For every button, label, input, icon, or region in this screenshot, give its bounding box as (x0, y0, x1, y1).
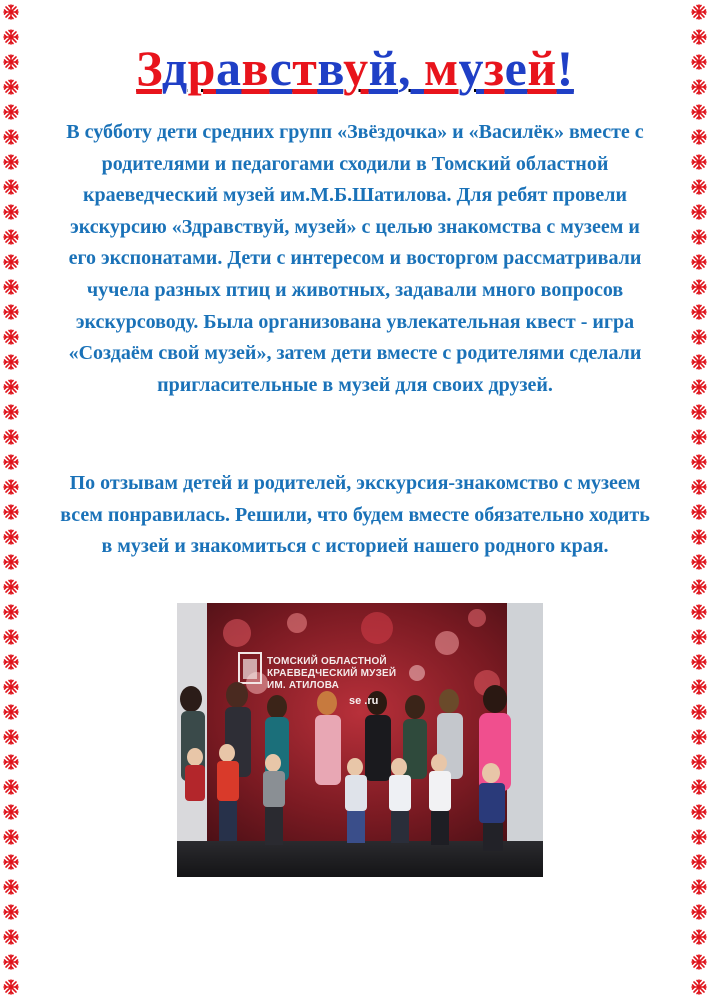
group-photo (177, 603, 543, 877)
snowflake-ornament-icon (3, 654, 19, 670)
snowflake-ornament-icon (691, 104, 707, 120)
snowflake-ornament-icon (3, 679, 19, 695)
snowflake-ornament-icon (3, 79, 19, 95)
snowflake-ornament-icon (3, 854, 19, 870)
snowflake-ornament-icon (691, 679, 707, 695)
snowflake-ornament-icon (3, 104, 19, 120)
snowflake-ornament-icon (691, 454, 707, 470)
snowflake-ornament-icon (3, 254, 19, 270)
snowflake-ornament-icon (691, 4, 707, 20)
snowflake-ornament-icon (691, 254, 707, 270)
title-letter: в (317, 40, 344, 96)
snowflake-ornament-icon (691, 179, 707, 195)
snowflake-ornament-icon (691, 504, 707, 520)
title-letter: м (423, 40, 459, 96)
museum-sign-line-3: ИМ. АТИЛОВА (267, 680, 340, 691)
snowflake-ornament-icon (3, 429, 19, 445)
snowflake-ornament-icon (3, 754, 19, 770)
title-letter: у (458, 40, 485, 96)
snowflake-ornament-icon (3, 4, 19, 20)
snowflake-ornament-icon (691, 54, 707, 70)
snowflake-ornament-icon (3, 504, 19, 520)
title-letter: , (397, 40, 424, 96)
snowflake-ornament-icon (3, 179, 19, 195)
snowflake-ornament-icon (3, 129, 19, 145)
snowflake-ornament-icon (691, 954, 707, 970)
snowflake-ornament-icon (691, 804, 707, 820)
title-letter: с (269, 40, 293, 96)
snowflake-ornament-icon (3, 229, 19, 245)
body-paragraph-1: В субботу дети средних групп «Звёздочка» и «Василёк» вместе с родителями и педагогами сходили в Томский областной краеведческий музей им.М.Б.Шатилова. Для ребят провели экскурсию «Здравствуй, музей» с целью знакомства с музеем и его экспонатами. Дети с интересом и восторгом рассматривали чучела разных птиц и животных, задавали много вопросов экскурсоводу. Была организована увлекательная квест - игра «Создаём свой музей», затем дети вместе с родителями сделали пригласительные в музей для своих друзей. (66, 121, 644, 396)
snowflake-ornament-icon (3, 354, 19, 370)
snowflake-ornament-icon (3, 704, 19, 720)
snowflake-ornament-icon (691, 404, 707, 420)
title-letter: т (292, 40, 318, 96)
museum-sign-line-1: ТОМСКИЙ ОБЛАСТНОЙ (267, 656, 387, 667)
snowflake-ornament-icon (691, 829, 707, 845)
museum-sign (267, 656, 396, 692)
title-letter: в (241, 40, 270, 96)
snowflake-ornament-icon (691, 879, 707, 895)
snowflake-ornament-icon (691, 979, 707, 995)
snowflake-ornament-icon (691, 354, 707, 370)
snowflake-ornament-icon (691, 579, 707, 595)
snowflake-ornament-icon (691, 329, 707, 345)
snowflake-ornament-icon (3, 329, 19, 345)
snowflake-ornament-icon (3, 904, 19, 920)
snowflake-ornament-icon (691, 479, 707, 495)
title-letter: д (161, 40, 188, 96)
snowflake-ornament-icon (3, 379, 19, 395)
snowflake-ornament-icon (3, 479, 19, 495)
snowflake-ornament-icon (691, 779, 707, 795)
snowflake-ornament-icon (3, 154, 19, 170)
snowflake-ornament-icon (3, 279, 19, 295)
snowflake-ornament-icon (3, 54, 19, 70)
snowflake-ornament-icon (3, 529, 19, 545)
title-letter: з (484, 40, 505, 96)
snowflake-ornament-icon (691, 279, 707, 295)
snowflake-ornament-icon (691, 154, 707, 170)
body-paragraph-2: По отзывам детей и родителей, экскурсия-знакомство с музеем всем понравилась. Решили, что будем вместе обязательно ходить в музей и знакомиться с историей нашего родного края. (60, 472, 650, 558)
snowflake-ornament-icon (691, 29, 707, 45)
page-title (30, 38, 680, 98)
snowflake-ornament-icon (691, 729, 707, 745)
snowflake-ornament-icon (691, 754, 707, 770)
snowflake-ornament-icon (3, 929, 19, 945)
snowflake-ornament-icon (3, 554, 19, 570)
group-photo-image (177, 603, 543, 877)
snowflake-ornament-icon (3, 204, 19, 220)
snowflake-ornament-icon (3, 804, 19, 820)
snowflake-ornament-icon (691, 229, 707, 245)
snowflake-ornament-icon (691, 529, 707, 545)
snowflake-ornament-icon (691, 554, 707, 570)
snowflake-ornament-icon (691, 304, 707, 320)
snowflake-ornament-icon (3, 29, 19, 45)
snowflake-ornament-icon (691, 129, 707, 145)
museum-sign-url: se .ru (349, 695, 379, 707)
snowflake-ornament-icon (3, 579, 19, 595)
snowflake-ornament-icon (3, 979, 19, 995)
snowflake-ornament-icon (3, 879, 19, 895)
left-ornament-border (0, 0, 22, 999)
snowflake-ornament-icon (691, 379, 707, 395)
snowflake-ornament-icon (691, 204, 707, 220)
title-letter: а (215, 40, 242, 96)
snowflake-ornament-icon (691, 704, 707, 720)
snowflake-ornament-icon (3, 304, 19, 320)
snowflake-ornament-icon (691, 654, 707, 670)
snowflake-ornament-icon (3, 829, 19, 845)
snowflake-ornament-icon (3, 954, 19, 970)
snowflake-ornament-icon (3, 779, 19, 795)
snowflake-ornament-icon (3, 604, 19, 620)
snowflake-ornament-icon (691, 429, 707, 445)
museum-sign-line-2: КРАЕВЕДЧЕСКИЙ МУЗЕЙ (267, 668, 397, 679)
title-letter: ! (556, 40, 574, 96)
snowflake-ornament-icon (691, 604, 707, 620)
snowflake-ornament-icon (691, 854, 707, 870)
title-letter: й (527, 40, 557, 96)
snowflake-ornament-icon (691, 929, 707, 945)
title-letter: З (136, 40, 162, 96)
snowflake-ornament-icon (691, 629, 707, 645)
title-letter: у (343, 40, 369, 96)
snowflake-ornament-icon (3, 404, 19, 420)
snowflake-ornament-icon (3, 629, 19, 645)
snowflake-ornament-icon (3, 729, 19, 745)
snowflake-ornament-icon (691, 904, 707, 920)
snowflake-ornament-icon (691, 79, 707, 95)
title-letter: й (368, 40, 398, 96)
title-letter: р (187, 40, 216, 96)
right-ornament-border (688, 0, 710, 999)
title-letter: е (504, 40, 528, 96)
snowflake-ornament-icon (3, 454, 19, 470)
